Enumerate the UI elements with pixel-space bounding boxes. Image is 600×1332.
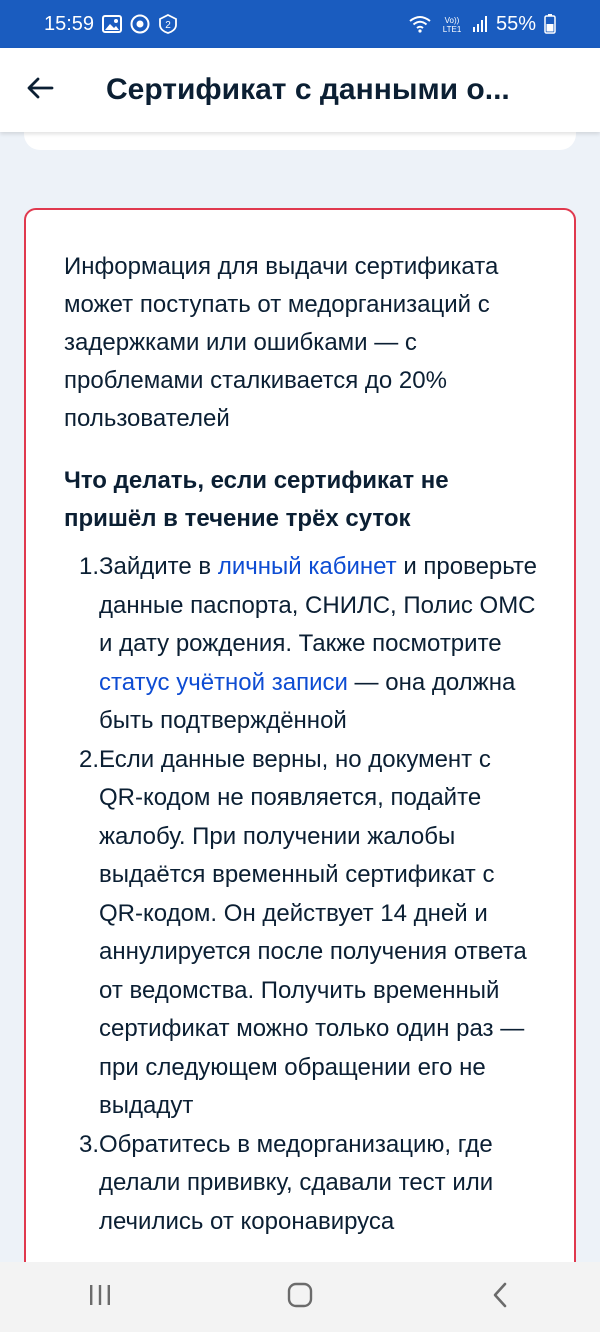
arrow-left-icon [26,76,54,105]
badge-2-icon [158,14,178,34]
warning-heading: Что делать, если сертификат не пришёл в течение трёх суток [64,467,449,532]
svg-text:LTE1: LTE1 [442,25,462,34]
step-text: Обратитесь в медорганизацию, где делали прививку, сдавали тест или лечились от коронавируса [99,1130,494,1235]
chrome-icon [130,14,150,34]
app-header [0,48,600,132]
svg-text:2: 2 [165,20,171,31]
step-number: 1. [78,553,99,580]
step-number: 3. [78,1130,99,1158]
step-text: Если данные верны, но документ с QR-кодом не появляется, подайте жалобу. При получении жалобы выдаётся временный сертификат с QR-кодом. Он действует 14 дней и аннулируется после получения ответа от ведомства. Получить временный сертификат можно только один раз — при следующем обращении его не выдадут [99,745,527,1119]
recent-apps-button[interactable] [40,1262,160,1332]
step-text-part: — она должна быть подтверждённой [99,668,516,734]
step-text-part: Зайдите в [99,553,218,580]
battery-percent: 55% [495,12,536,35]
content-area[interactable] [0,132,600,1262]
home-icon [287,1282,313,1313]
account-status-link[interactable]: статус учётной записи [99,668,348,696]
status-time: 15:59 [44,12,95,35]
step-number: 2. [78,745,99,773]
status-bar [0,0,600,48]
status-left [44,13,178,36]
steps-list [64,548,538,1241]
recent-apps-icon [87,1283,113,1312]
step-item [64,741,538,1126]
battery-icon [544,14,556,34]
step-item [64,1126,538,1242]
signal-icon [472,15,488,33]
gallery-icon [102,15,122,33]
back-button[interactable] [0,48,80,132]
wifi-icon [408,15,432,33]
status-right [408,13,556,36]
volte-icon [440,14,464,34]
back-icon [491,1282,509,1313]
step-text-part: и проверьте данные паспорта, СНИЛС, Полис ОМС и дату рождения. Также посмотрите [99,553,537,657]
system-nav-bar [0,1262,600,1332]
step-item [64,548,538,741]
system-back-button[interactable] [440,1262,560,1332]
page-title: Сертификат с данными о... [106,73,510,106]
warning-intro: Информация для выдачи сертификата может поступать от медорганизаций с задержками или ошибками — с проблемами сталкивается до 20% пользователей [64,253,499,432]
svg-text:Vo)): Vo)) [444,16,460,25]
step-text [99,548,538,741]
warning-card [24,208,576,1262]
personal-cabinet-link[interactable]: личный кабинет [217,553,397,580]
home-button[interactable] [240,1262,360,1332]
previous-card [24,132,576,150]
